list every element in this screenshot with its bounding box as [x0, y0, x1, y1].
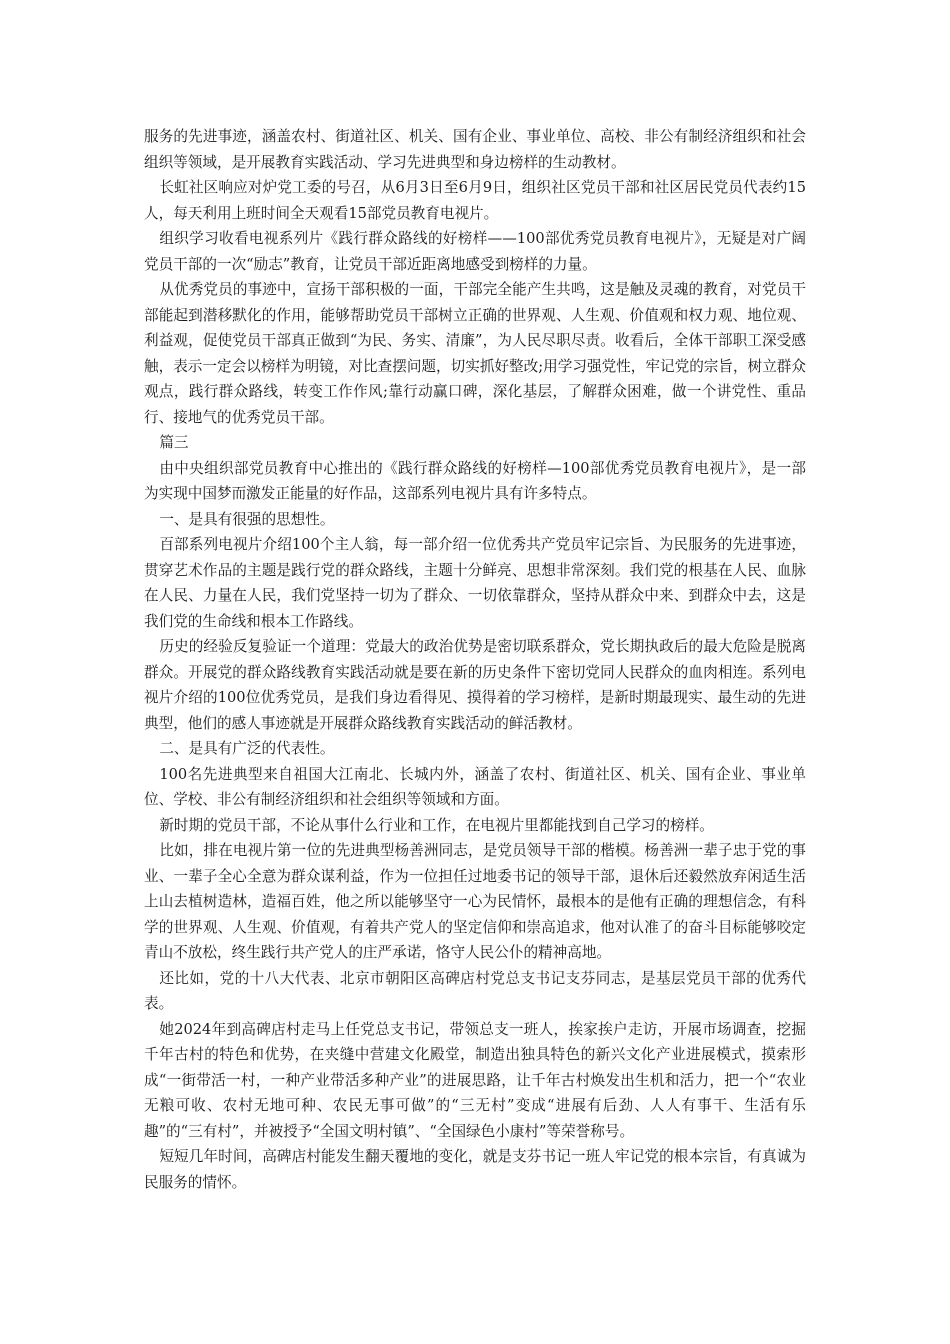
paragraph: 由中央组织部党员教育中心推出的《践行群众路线的好榜样—100部优秀党员教育电视片》，是一部为实现中国梦而激发正能量的好作品，这部系列电视片具有许多特点。 — [144, 459, 806, 502]
paragraph: 百部系列电视片介绍100个主人翁，每一部介绍一位优秀共产党员牢记宗旨、为民服务的先进事迹，贯穿艺术作品的主题是践行党的群众路线，主题十分鲜亮、思想非常深刻。我们党的根基在人民、血脉在人民、力量在人民，我们党坚持一切为了群众、一切依靠群众，坚持从群众中来、到群众中去，这是我们党的生命线和根本工作路线。 — [144, 536, 806, 630]
section-subheading: 二、是具有广泛的代表性。 — [159, 740, 335, 757]
paragraph: 长虹社区响应对炉党工委的号召，从6月3日至6月9日，组织社区党员干部和社区居民党员代表约15人，每天利用上班时间全天观看15部党员教育电视片。 — [144, 179, 806, 222]
paragraph: 组织学习收看电视系列片《践行群众路线的好榜样——100部优秀党员教育电视片》，无疑是对广阔党员干部的一次“励志”教育，让党员干部近距离地感受到榜样的力量。 — [144, 230, 806, 273]
paragraph: 从优秀党员的事迹中，宣扬干部积极的一面，干部完全能产生共鸣，这是触及灵魂的教育，对党员干部能起到潜移默化的作用，能够帮助党员干部树立正确的世界观、人生观、价值观和权力观、地位观、利益观，促使党员干部真正做到“为民、务实、清廉”，为人民尽职尽责。收看后，全体干部职工深受感触，表示一定会以榜样为明镜，对比查摆问题，切实抓好整改;用学习强党性，牢记党的宗旨，树立群众观点，践行群众路线，转变工作作风;靠行动赢口碑，深化基层，了解群众困难，做一个讲党性、重品行、接地气的优秀党员干部。 — [144, 281, 806, 426]
paragraph: 新时期的党员干部，不论从事什么行业和工作，在电视片里都能找到自己学习的榜样。 — [159, 816, 714, 834]
document-body — [144, 124, 806, 1195]
paragraph: 服务的先进事迹，涵盖农村、街道社区、机关、国有企业、事业单位、高校、非公有制经济组织和社会组织等领域，是开展教育实践活动、学习先进典型和身边榜样的生动教材。 — [144, 128, 806, 171]
paragraph: 比如，排在电视片第一位的先进典型杨善洲同志，是党员领导干部的楷模。杨善洲一辈子忠于党的事业、一辈子全心全意为群众谋利益，作为一位担任过地委书记的领导干部，退休后还毅然放弃闲适生活上山去植树造林，造福百姓，他之所以能够坚守一心为民情怀，最根本的是他有正确的理想信念，有科学的世界观、人生观、价值观，有着共产党人的坚定信仰和崇高追求，他对认准了的奋斗目标能够咬定青山不放松，终生践行共产党人的庄严承诺，恪守人民公仆的精神高地。 — [144, 842, 806, 961]
paragraph: 短短几年时间，高碑店村能发生翻天覆地的变化，就是支芬书记一班人牢记党的根本宗旨，有真诚为民服务的情怀。 — [144, 1148, 806, 1191]
section-heading: 篇三 — [159, 434, 189, 451]
section-subheading: 一、是具有很强的思想性。 — [159, 510, 335, 528]
paragraph: 她2024年到高碑店村走马上任党总支书记，带领总支一班人，挨家挨户走访，开展市场调查，挖掘千年古村的特色和优势，在夹缝中营建文化殿堂，制造出独具特色的新兴文化产业进展模式，摸索形成“一街带活一村，一种产业带活多种产业”的进展思路，让千年古村焕发出生机和活力，把一个“农业无粮可收、农村无地可种、农民无事可做”的“三无村”变成“进展有后劲、人人有事干、生活有乐趣”的“三有村”，并被授予“全国文明村镇”、“全国绿色小康村”等荣誉称号。 — [144, 1020, 806, 1140]
paragraph: 还比如，党的十八大代表、北京市朝阳区高碑店村党总支书记支芬同志，是基层党员干部的优秀代表。 — [144, 969, 806, 1012]
paragraph: 100名先进典型来自祖国大江南北、长城内外，涵盖了农村、街道社区、机关、国有企业、事业单位、学校、非公有制经济组织和社会组织等领域和方面。 — [144, 765, 806, 808]
paragraph: 历史的经验反复验证一个道理：党最大的政治优势是密切联系群众，党长期执政后的最大危险是脱离群众。开展党的群众路线教育实践活动就是要在新的历史条件下密切党同人民群众的血肉相连。系列电视片介绍的100位优秀党员，是我们身边看得见、摸得着的学习榜样，是新时期最现实、最生动的先进典型，他们的感人事迹就是开展群众路线教育实践活动的鲜活教材。 — [144, 638, 806, 732]
